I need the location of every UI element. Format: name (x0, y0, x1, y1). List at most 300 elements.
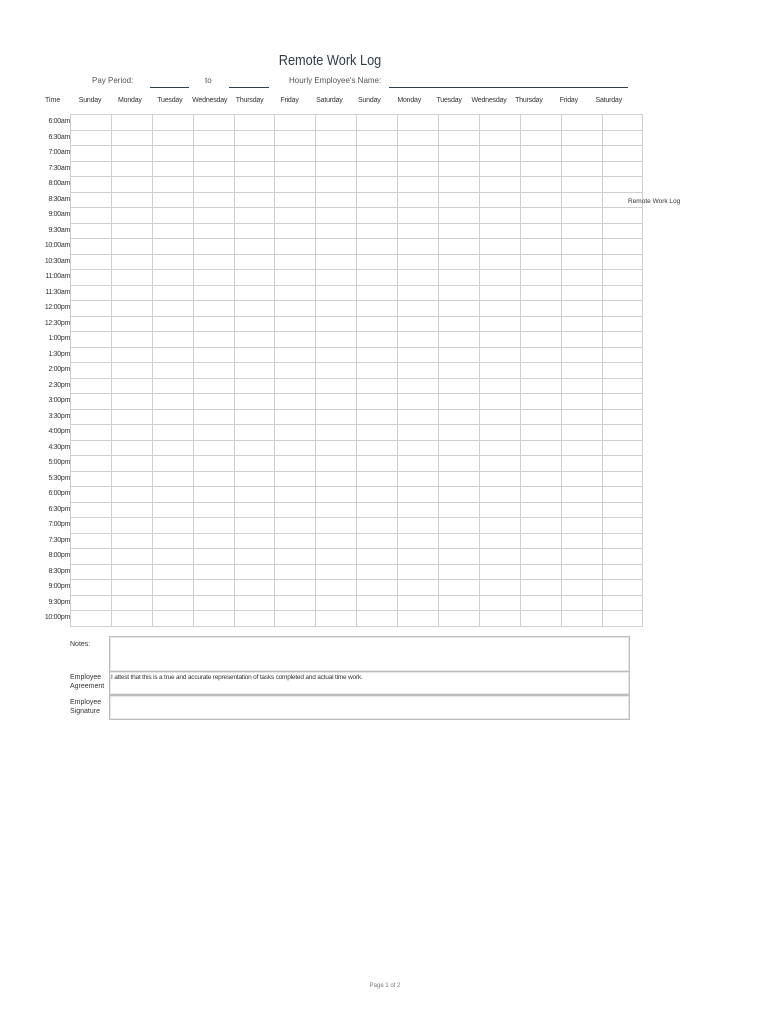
time-cell[interactable] (439, 518, 480, 534)
time-cell[interactable] (71, 285, 112, 301)
time-cell[interactable] (234, 595, 275, 611)
time-cell[interactable] (520, 564, 561, 580)
time-cell[interactable] (561, 332, 602, 348)
time-cell[interactable] (71, 611, 112, 627)
time-cell[interactable] (520, 130, 561, 146)
time-cell[interactable] (111, 285, 152, 301)
time-cell[interactable] (357, 378, 398, 394)
time-cell[interactable] (275, 239, 316, 255)
time-cell[interactable] (357, 533, 398, 549)
time-cell[interactable] (316, 409, 357, 425)
time-cell[interactable] (479, 471, 520, 487)
time-cell[interactable] (439, 487, 480, 503)
time-cell[interactable] (357, 580, 398, 596)
time-cell[interactable] (193, 161, 234, 177)
time-cell[interactable] (275, 611, 316, 627)
time-cell[interactable] (479, 363, 520, 379)
time-cell[interactable] (439, 347, 480, 363)
time-cell[interactable] (398, 239, 439, 255)
time-cell[interactable] (398, 611, 439, 627)
time-cell[interactable] (193, 440, 234, 456)
time-cell[interactable] (357, 471, 398, 487)
time-cell[interactable] (111, 208, 152, 224)
time-cell[interactable] (193, 239, 234, 255)
time-cell[interactable] (479, 146, 520, 162)
time-cell[interactable] (561, 378, 602, 394)
time-cell[interactable] (71, 332, 112, 348)
time-cell[interactable] (316, 533, 357, 549)
time-cell[interactable] (275, 254, 316, 270)
time-cell[interactable] (193, 208, 234, 224)
time-cell[interactable] (71, 223, 112, 239)
time-cell[interactable] (234, 611, 275, 627)
time-cell[interactable] (398, 223, 439, 239)
time-cell[interactable] (398, 177, 439, 193)
time-cell[interactable] (71, 471, 112, 487)
time-cell[interactable] (316, 502, 357, 518)
time-cell[interactable] (152, 502, 193, 518)
time-cell[interactable] (357, 363, 398, 379)
time-cell[interactable] (111, 332, 152, 348)
time-cell[interactable] (561, 425, 602, 441)
employee-name-field[interactable] (389, 87, 628, 88)
time-cell[interactable] (602, 425, 643, 441)
time-cell[interactable] (479, 161, 520, 177)
time-cell[interactable] (520, 549, 561, 565)
time-cell[interactable] (479, 347, 520, 363)
time-cell[interactable] (111, 270, 152, 286)
time-cell[interactable] (398, 347, 439, 363)
time-cell[interactable] (193, 471, 234, 487)
time-cell[interactable] (275, 502, 316, 518)
time-cell[interactable] (479, 239, 520, 255)
time-cell[interactable] (398, 456, 439, 472)
time-cell[interactable] (316, 347, 357, 363)
time-cell[interactable] (520, 115, 561, 131)
time-cell[interactable] (275, 316, 316, 332)
time-cell[interactable] (152, 270, 193, 286)
time-cell[interactable] (561, 549, 602, 565)
time-cell[interactable] (520, 502, 561, 518)
time-cell[interactable] (234, 177, 275, 193)
time-cell[interactable] (602, 409, 643, 425)
time-cell[interactable] (316, 208, 357, 224)
time-cell[interactable] (561, 487, 602, 503)
time-cell[interactable] (152, 533, 193, 549)
time-cell[interactable] (275, 347, 316, 363)
time-cell[interactable] (71, 192, 112, 208)
time-cell[interactable] (193, 270, 234, 286)
time-cell[interactable] (398, 192, 439, 208)
time-cell[interactable] (275, 208, 316, 224)
time-cell[interactable] (439, 254, 480, 270)
time-cell[interactable] (439, 394, 480, 410)
time-cell[interactable] (357, 208, 398, 224)
time-cell[interactable] (111, 549, 152, 565)
time-cell[interactable] (275, 595, 316, 611)
time-cell[interactable] (234, 580, 275, 596)
time-cell[interactable] (316, 192, 357, 208)
time-cell[interactable] (111, 347, 152, 363)
time-cell[interactable] (479, 115, 520, 131)
time-cell[interactable] (398, 146, 439, 162)
time-cell[interactable] (316, 518, 357, 534)
time-cell[interactable] (602, 161, 643, 177)
time-cell[interactable] (602, 285, 643, 301)
time-cell[interactable] (561, 285, 602, 301)
time-cell[interactable] (316, 425, 357, 441)
time-cell[interactable] (479, 177, 520, 193)
time-cell[interactable] (561, 564, 602, 580)
time-cell[interactable] (152, 192, 193, 208)
time-cell[interactable] (71, 549, 112, 565)
time-cell[interactable] (234, 549, 275, 565)
time-cell[interactable] (275, 378, 316, 394)
time-cell[interactable] (234, 456, 275, 472)
time-cell[interactable] (561, 208, 602, 224)
pay-period-start-field[interactable] (150, 87, 189, 88)
time-cell[interactable] (275, 409, 316, 425)
time-cell[interactable] (152, 177, 193, 193)
time-cell[interactable] (71, 564, 112, 580)
time-cell[interactable] (398, 130, 439, 146)
time-cell[interactable] (152, 378, 193, 394)
time-cell[interactable] (111, 471, 152, 487)
time-cell[interactable] (234, 316, 275, 332)
time-cell[interactable] (111, 533, 152, 549)
time-cell[interactable] (193, 192, 234, 208)
time-cell[interactable] (602, 595, 643, 611)
time-cell[interactable] (316, 363, 357, 379)
time-cell[interactable] (602, 518, 643, 534)
time-cell[interactable] (602, 254, 643, 270)
time-cell[interactable] (479, 580, 520, 596)
time-cell[interactable] (357, 301, 398, 317)
time-cell[interactable] (357, 177, 398, 193)
time-cell[interactable] (439, 363, 480, 379)
time-cell[interactable] (71, 316, 112, 332)
time-cell[interactable] (561, 115, 602, 131)
time-cell[interactable] (357, 270, 398, 286)
time-cell[interactable] (316, 394, 357, 410)
time-cell[interactable] (602, 270, 643, 286)
time-cell[interactable] (357, 130, 398, 146)
time-cell[interactable] (71, 301, 112, 317)
time-cell[interactable] (316, 440, 357, 456)
time-cell[interactable] (316, 130, 357, 146)
time-cell[interactable] (357, 394, 398, 410)
time-cell[interactable] (316, 301, 357, 317)
time-cell[interactable] (561, 611, 602, 627)
time-cell[interactable] (111, 611, 152, 627)
time-cell[interactable] (357, 611, 398, 627)
time-cell[interactable] (152, 285, 193, 301)
time-cell[interactable] (520, 208, 561, 224)
time-cell[interactable] (152, 254, 193, 270)
time-cell[interactable] (152, 347, 193, 363)
time-cell[interactable] (520, 301, 561, 317)
time-cell[interactable] (71, 363, 112, 379)
time-cell[interactable] (152, 580, 193, 596)
time-cell[interactable] (316, 332, 357, 348)
time-cell[interactable] (398, 363, 439, 379)
time-cell[interactable] (193, 580, 234, 596)
time-cell[interactable] (561, 394, 602, 410)
time-cell[interactable] (357, 161, 398, 177)
time-cell[interactable] (439, 564, 480, 580)
time-cell[interactable] (439, 301, 480, 317)
time-cell[interactable] (152, 316, 193, 332)
time-cell[interactable] (71, 378, 112, 394)
time-cell[interactable] (357, 456, 398, 472)
time-cell[interactable] (275, 223, 316, 239)
time-cell[interactable] (439, 332, 480, 348)
time-cell[interactable] (479, 192, 520, 208)
time-cell[interactable] (561, 192, 602, 208)
time-cell[interactable] (439, 378, 480, 394)
time-cell[interactable] (479, 301, 520, 317)
time-cell[interactable] (398, 316, 439, 332)
time-cell[interactable] (234, 254, 275, 270)
time-cell[interactable] (234, 425, 275, 441)
time-cell[interactable] (275, 270, 316, 286)
time-cell[interactable] (193, 549, 234, 565)
time-cell[interactable] (193, 518, 234, 534)
pay-period-end-field[interactable] (229, 87, 269, 88)
time-cell[interactable] (71, 580, 112, 596)
time-cell[interactable] (193, 316, 234, 332)
time-cell[interactable] (234, 332, 275, 348)
time-cell[interactable] (357, 564, 398, 580)
time-cell[interactable] (316, 270, 357, 286)
time-cell[interactable] (234, 161, 275, 177)
time-cell[interactable] (398, 580, 439, 596)
time-cell[interactable] (193, 363, 234, 379)
time-cell[interactable] (520, 177, 561, 193)
time-cell[interactable] (602, 440, 643, 456)
time-cell[interactable] (111, 146, 152, 162)
time-cell[interactable] (152, 595, 193, 611)
time-cell[interactable] (602, 564, 643, 580)
time-cell[interactable] (398, 115, 439, 131)
time-cell[interactable] (111, 177, 152, 193)
time-cell[interactable] (111, 425, 152, 441)
time-cell[interactable] (193, 130, 234, 146)
time-cell[interactable] (602, 115, 643, 131)
time-cell[interactable] (520, 611, 561, 627)
time-cell[interactable] (398, 564, 439, 580)
time-cell[interactable] (561, 223, 602, 239)
time-cell[interactable] (479, 316, 520, 332)
time-cell[interactable] (357, 409, 398, 425)
time-cell[interactable] (398, 301, 439, 317)
time-cell[interactable] (275, 332, 316, 348)
time-cell[interactable] (439, 611, 480, 627)
time-cell[interactable] (152, 394, 193, 410)
time-cell[interactable] (398, 502, 439, 518)
time-cell[interactable] (152, 115, 193, 131)
time-cell[interactable] (602, 378, 643, 394)
time-cell[interactable] (479, 270, 520, 286)
time-cell[interactable] (479, 130, 520, 146)
time-cell[interactable] (111, 115, 152, 131)
time-cell[interactable] (193, 223, 234, 239)
time-cell[interactable] (520, 347, 561, 363)
time-cell[interactable] (71, 161, 112, 177)
time-cell[interactable] (439, 146, 480, 162)
time-cell[interactable] (561, 347, 602, 363)
time-cell[interactable] (71, 146, 112, 162)
time-cell[interactable] (234, 130, 275, 146)
time-cell[interactable] (111, 502, 152, 518)
time-cell[interactable] (561, 301, 602, 317)
time-cell[interactable] (398, 394, 439, 410)
time-cell[interactable] (479, 208, 520, 224)
time-cell[interactable] (520, 161, 561, 177)
time-cell[interactable] (316, 580, 357, 596)
time-cell[interactable] (275, 177, 316, 193)
time-cell[interactable] (357, 440, 398, 456)
time-cell[interactable] (479, 502, 520, 518)
time-cell[interactable] (234, 533, 275, 549)
time-cell[interactable] (111, 378, 152, 394)
time-cell[interactable] (439, 580, 480, 596)
time-cell[interactable] (234, 347, 275, 363)
time-cell[interactable] (316, 285, 357, 301)
time-cell[interactable] (152, 301, 193, 317)
time-cell[interactable] (561, 502, 602, 518)
time-cell[interactable] (439, 502, 480, 518)
time-cell[interactable] (561, 254, 602, 270)
time-cell[interactable] (234, 440, 275, 456)
time-cell[interactable] (357, 518, 398, 534)
time-cell[interactable] (602, 239, 643, 255)
time-cell[interactable] (193, 533, 234, 549)
time-cell[interactable] (71, 394, 112, 410)
time-cell[interactable] (439, 115, 480, 131)
time-cell[interactable] (152, 130, 193, 146)
time-cell[interactable] (71, 425, 112, 441)
time-cell[interactable] (357, 239, 398, 255)
time-cell[interactable] (602, 316, 643, 332)
time-cell[interactable] (439, 533, 480, 549)
time-cell[interactable] (602, 533, 643, 549)
time-cell[interactable] (152, 239, 193, 255)
time-cell[interactable] (152, 363, 193, 379)
time-cell[interactable] (439, 549, 480, 565)
time-cell[interactable] (479, 223, 520, 239)
time-cell[interactable] (479, 394, 520, 410)
time-cell[interactable] (357, 115, 398, 131)
time-cell[interactable] (193, 115, 234, 131)
time-cell[interactable] (234, 409, 275, 425)
time-cell[interactable] (275, 146, 316, 162)
time-cell[interactable] (520, 146, 561, 162)
time-cell[interactable] (561, 440, 602, 456)
time-cell[interactable] (193, 595, 234, 611)
time-cell[interactable] (602, 471, 643, 487)
time-cell[interactable] (275, 115, 316, 131)
time-cell[interactable] (602, 301, 643, 317)
time-cell[interactable] (439, 316, 480, 332)
time-cell[interactable] (479, 440, 520, 456)
time-cell[interactable] (316, 378, 357, 394)
time-cell[interactable] (398, 378, 439, 394)
time-cell[interactable] (111, 409, 152, 425)
time-cell[interactable] (520, 316, 561, 332)
time-cell[interactable] (479, 285, 520, 301)
time-cell[interactable] (275, 285, 316, 301)
time-cell[interactable] (71, 409, 112, 425)
time-cell[interactable] (439, 456, 480, 472)
time-cell[interactable] (316, 611, 357, 627)
time-cell[interactable] (479, 487, 520, 503)
time-cell[interactable] (234, 518, 275, 534)
time-cell[interactable] (398, 254, 439, 270)
time-cell[interactable] (234, 378, 275, 394)
time-cell[interactable] (561, 580, 602, 596)
time-cell[interactable] (357, 502, 398, 518)
time-cell[interactable] (398, 270, 439, 286)
time-cell[interactable] (398, 549, 439, 565)
time-cell[interactable] (111, 223, 152, 239)
time-cell[interactable] (561, 161, 602, 177)
time-cell[interactable] (193, 502, 234, 518)
time-cell[interactable] (111, 130, 152, 146)
time-cell[interactable] (479, 332, 520, 348)
time-cell[interactable] (520, 471, 561, 487)
time-cell[interactable] (111, 440, 152, 456)
time-cell[interactable] (602, 347, 643, 363)
time-cell[interactable] (520, 518, 561, 534)
time-cell[interactable] (602, 130, 643, 146)
time-cell[interactable] (479, 518, 520, 534)
time-cell[interactable] (316, 115, 357, 131)
time-cell[interactable] (193, 347, 234, 363)
time-cell[interactable] (71, 595, 112, 611)
time-cell[interactable] (520, 239, 561, 255)
time-cell[interactable] (234, 285, 275, 301)
time-cell[interactable] (193, 564, 234, 580)
time-cell[interactable] (234, 487, 275, 503)
time-cell[interactable] (193, 487, 234, 503)
time-cell[interactable] (520, 332, 561, 348)
time-cell[interactable] (152, 208, 193, 224)
time-cell[interactable] (520, 285, 561, 301)
time-cell[interactable] (561, 177, 602, 193)
time-cell[interactable] (275, 425, 316, 441)
time-cell[interactable] (316, 471, 357, 487)
time-cell[interactable] (357, 146, 398, 162)
time-cell[interactable] (602, 146, 643, 162)
time-cell[interactable] (561, 146, 602, 162)
time-cell[interactable] (111, 363, 152, 379)
time-cell[interactable] (316, 456, 357, 472)
time-cell[interactable] (357, 595, 398, 611)
time-cell[interactable] (439, 425, 480, 441)
time-cell[interactable] (561, 533, 602, 549)
time-cell[interactable] (71, 130, 112, 146)
time-cell[interactable] (71, 533, 112, 549)
time-cell[interactable] (111, 301, 152, 317)
time-cell[interactable] (111, 161, 152, 177)
time-cell[interactable] (479, 564, 520, 580)
time-cell[interactable] (561, 130, 602, 146)
time-cell[interactable] (71, 502, 112, 518)
time-cell[interactable] (152, 223, 193, 239)
time-cell[interactable] (561, 409, 602, 425)
time-cell[interactable] (71, 177, 112, 193)
